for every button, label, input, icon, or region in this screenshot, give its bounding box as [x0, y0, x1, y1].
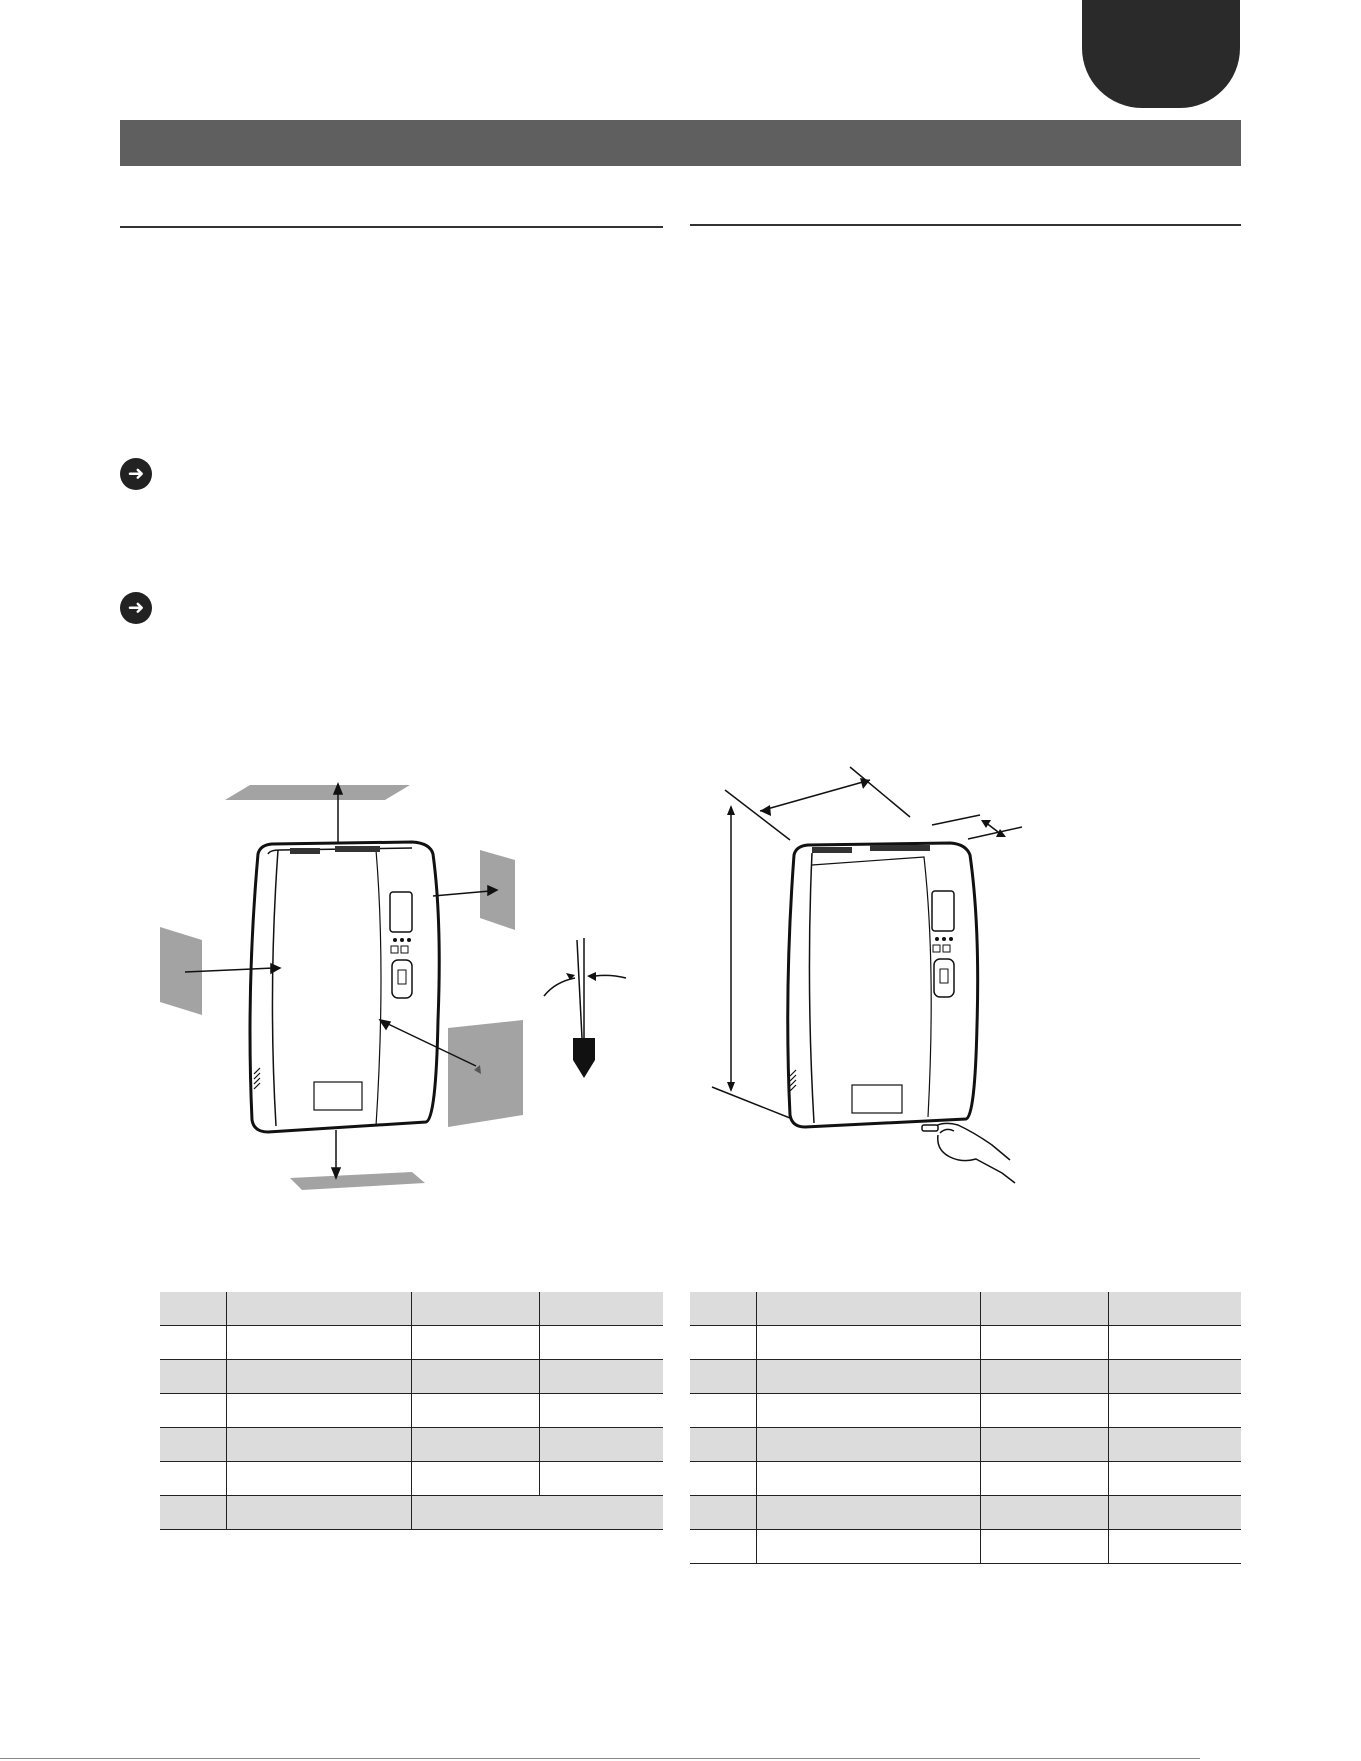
- table-row: [690, 1428, 1241, 1462]
- right-heading-rule: [690, 224, 1241, 226]
- table-row: [690, 1462, 1241, 1496]
- left-heading-rule: [120, 226, 663, 228]
- plumb-bob: [573, 1038, 595, 1078]
- table-row: [160, 1428, 663, 1462]
- display-screen: [932, 891, 954, 931]
- arrow-circle-icon: ➜: [120, 458, 152, 490]
- display-screen: [390, 892, 412, 932]
- clearance-panel-front: [448, 1020, 523, 1127]
- table-row: [160, 1394, 663, 1428]
- table-row: [690, 1292, 1241, 1326]
- plumb-line: [544, 938, 626, 1038]
- label-plate: [314, 1082, 362, 1110]
- table-row: [690, 1496, 1241, 1530]
- table-row: [160, 1462, 663, 1496]
- arrow-circle-icon: ➜: [120, 592, 152, 624]
- spec-table-left: [160, 1292, 663, 1530]
- table-row: [690, 1326, 1241, 1360]
- footer-rule: [0, 1758, 1200, 1759]
- table-row: [160, 1326, 663, 1360]
- clearance-panel-top: [225, 785, 410, 800]
- table-row: [690, 1530, 1241, 1564]
- hand-illustration: [922, 1123, 1015, 1183]
- table-row: [690, 1394, 1241, 1428]
- section-header-bar: [120, 120, 1241, 166]
- spec-table-right: [690, 1292, 1241, 1564]
- table-row: [160, 1496, 663, 1530]
- table-row: [160, 1360, 663, 1394]
- table-row: [160, 1292, 663, 1326]
- table-row: [690, 1360, 1241, 1394]
- clearance-figure: [150, 770, 660, 1210]
- clearance-panel-bottom: [290, 1172, 425, 1190]
- chapter-tab: [1082, 0, 1240, 108]
- dimensions-figure: [700, 765, 1040, 1205]
- label-plate: [852, 1085, 902, 1113]
